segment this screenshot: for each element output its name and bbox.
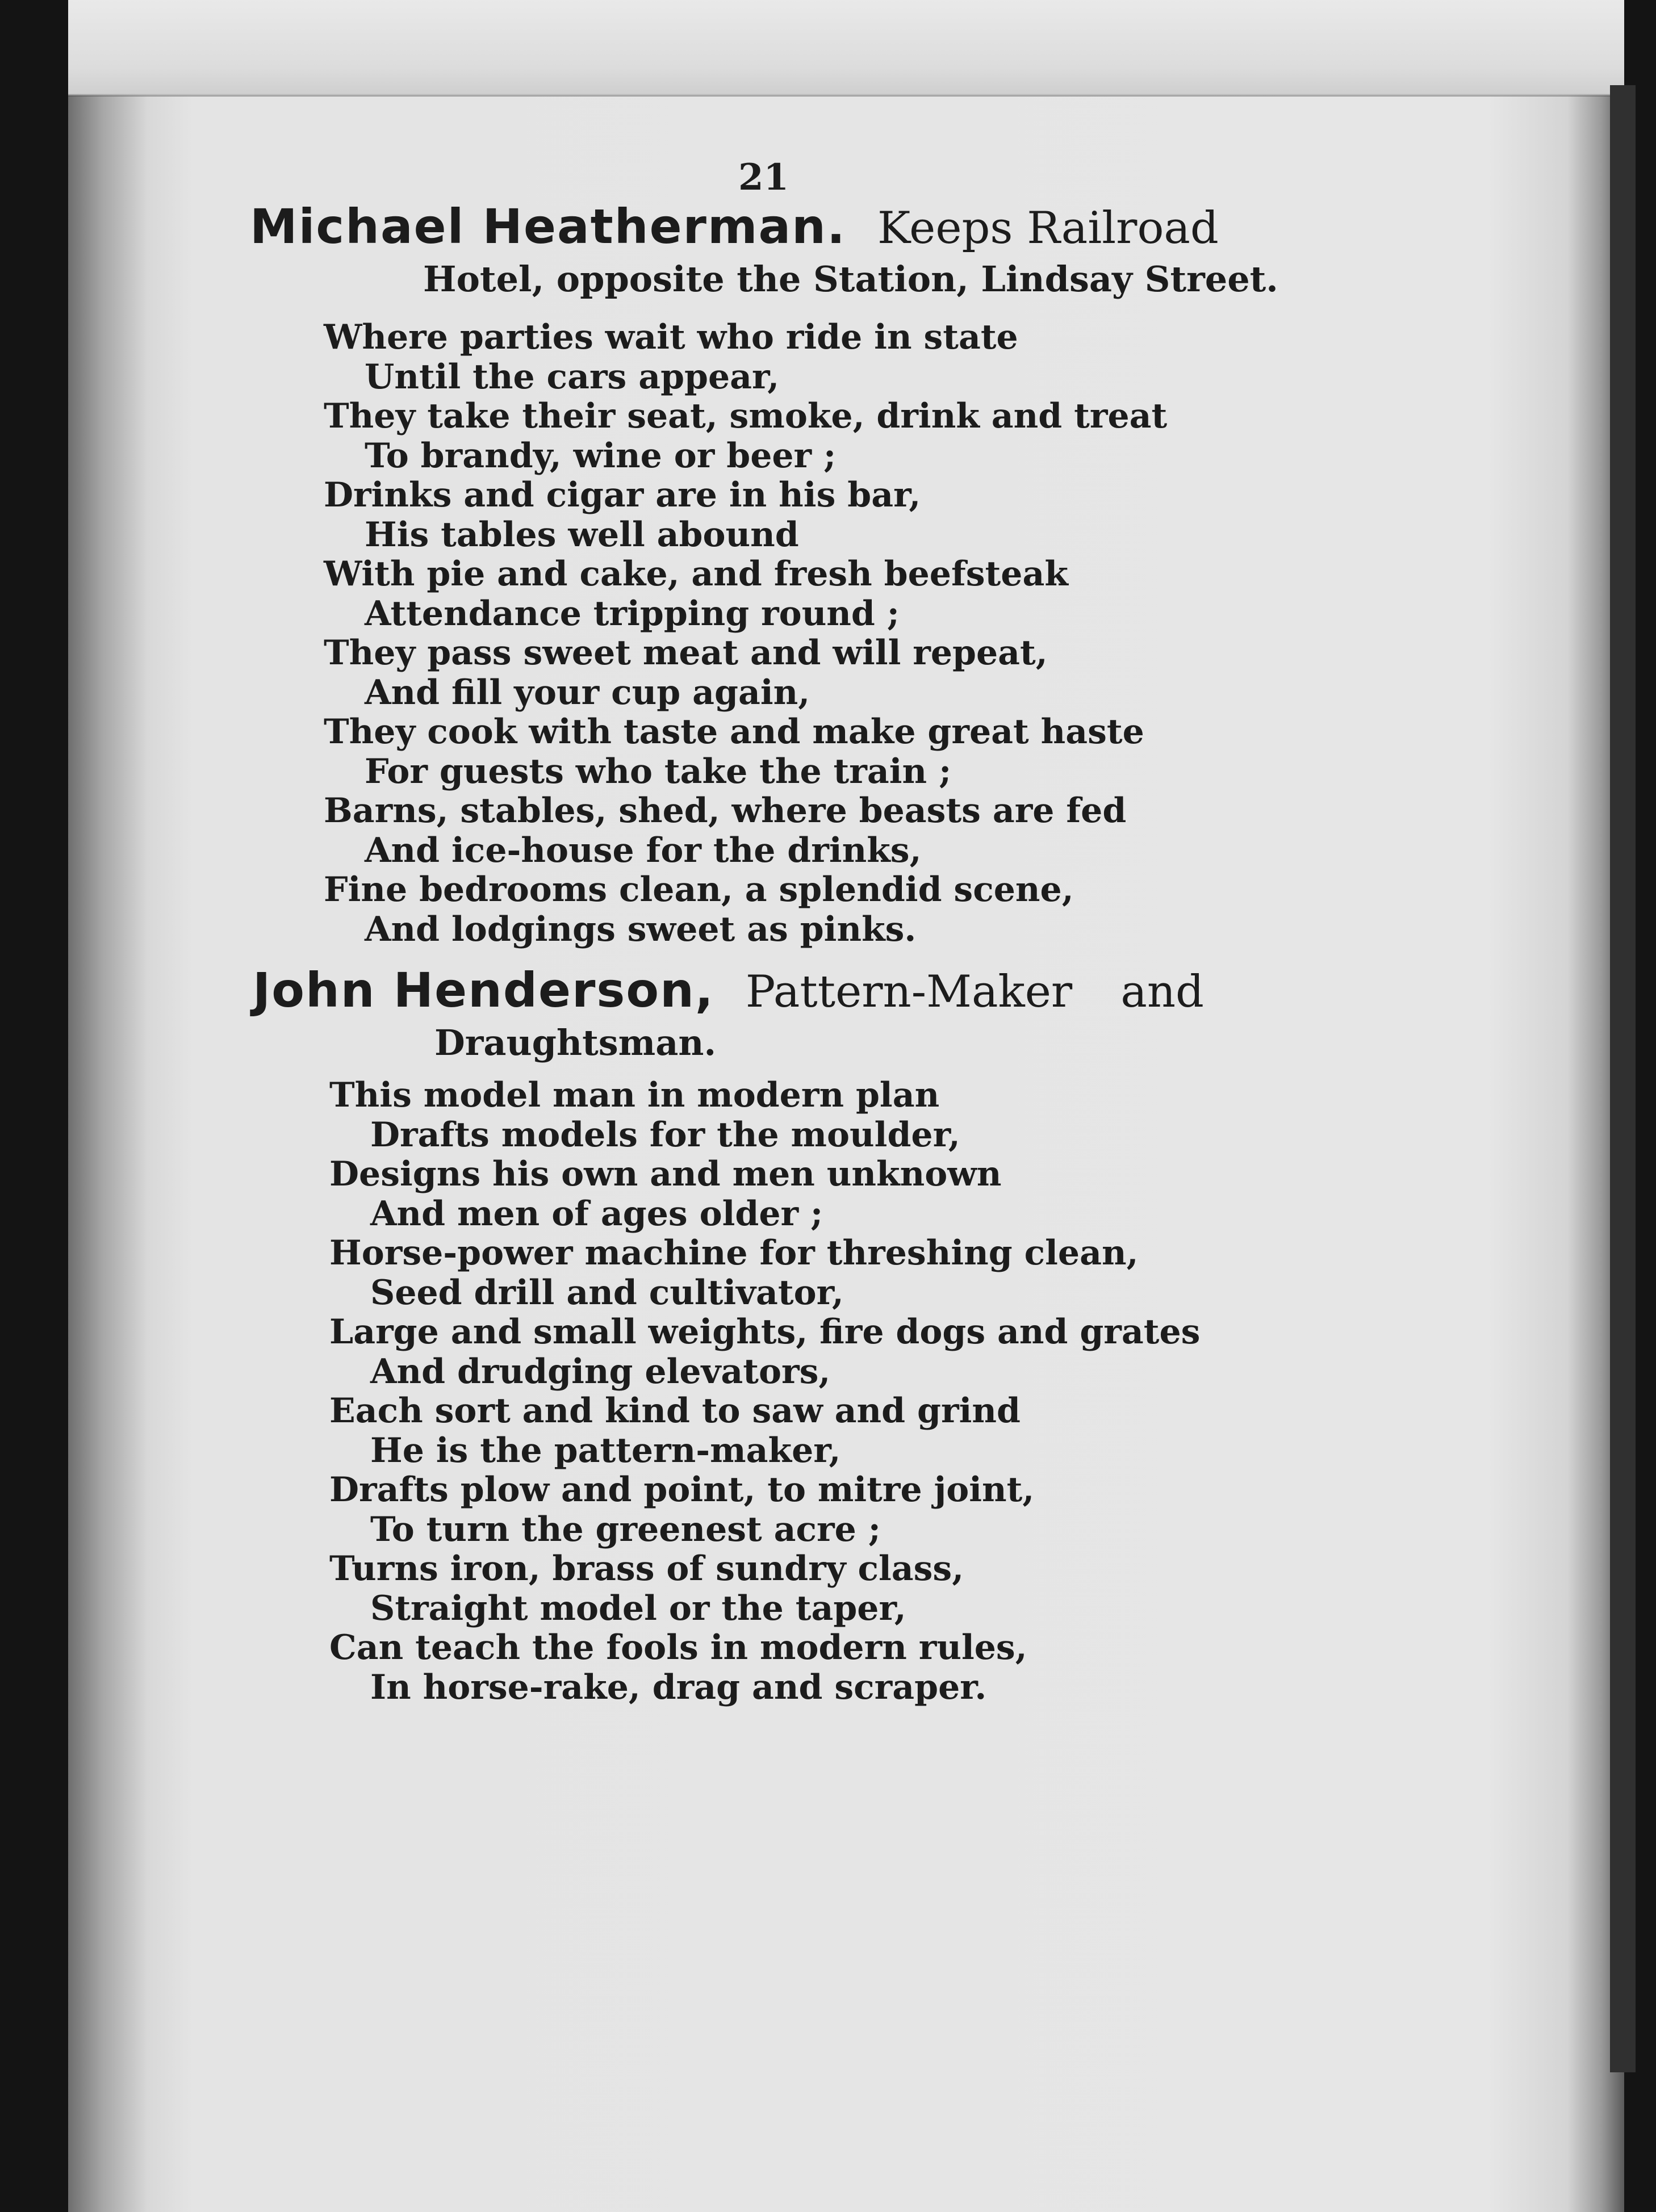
poem-line: And men of ages older ; bbox=[370, 1193, 823, 1234]
poem-line: Can teach the fools in modern rules, bbox=[329, 1628, 1027, 1668]
poem-line: They cook with taste and make great haste bbox=[324, 712, 1144, 752]
poem-line: And lodgings sweet as pinks. bbox=[365, 909, 917, 949]
poem-line: They take their seat, smoke, drink and treat bbox=[324, 396, 1168, 436]
poem-line: Designs his own and men unknown bbox=[329, 1154, 1002, 1194]
poem-line: Each sort and kind to saw and grind bbox=[329, 1391, 1021, 1431]
poem-line: With pie and cake, and fresh beefsteak bbox=[324, 554, 1068, 594]
poem-line: His tables well abound bbox=[365, 514, 799, 555]
poem-line: Until the cars appear, bbox=[365, 357, 780, 397]
page-number: 21 bbox=[738, 156, 789, 199]
poem-henderson bbox=[329, 1076, 1200, 1707]
poem-line: And fill your cup again, bbox=[365, 672, 810, 713]
poem-line: In horse-rake, drag and scraper. bbox=[370, 1667, 987, 1707]
entry-conjunction: and bbox=[1120, 966, 1204, 1017]
entry-name: John Henderson, bbox=[253, 962, 714, 1018]
entry-subtitle: Draughtsman. bbox=[434, 1022, 717, 1063]
poem-line: Drafts models for the moulder, bbox=[370, 1115, 960, 1155]
entry-heading-henderson bbox=[253, 962, 1204, 1018]
poem-line: Where parties wait who ride in state bbox=[324, 317, 1018, 357]
entry-subtitle: Hotel, opposite the Station, Lindsay Street. bbox=[423, 258, 1278, 300]
poem-line: He is the pattern-maker, bbox=[370, 1430, 841, 1471]
poem-line: And drudging elevators, bbox=[370, 1351, 831, 1392]
poem-line: And ice-house for the drinks, bbox=[365, 830, 922, 870]
entry-heading-heatherman bbox=[250, 199, 1219, 254]
poem-line: They pass sweet meat and will repeat, bbox=[324, 633, 1048, 673]
poem-line: Attendance tripping round ; bbox=[365, 593, 900, 634]
poem-line: To brandy, wine or beer ; bbox=[365, 435, 837, 476]
page-edge-shadow bbox=[1610, 85, 1636, 2072]
poem-line: Seed drill and cultivator, bbox=[370, 1272, 844, 1313]
poem-line: Turns iron, brass of sundry class, bbox=[329, 1549, 964, 1589]
poem-line: Barns, stables, shed, where beasts are fed bbox=[324, 791, 1127, 831]
poem-line: To turn the greenest acre ; bbox=[370, 1509, 881, 1549]
poem-line: Straight model or the taper, bbox=[370, 1588, 906, 1628]
poem-line: This model man in modern plan bbox=[329, 1075, 940, 1115]
poem-line: Large and small weights, fire dogs and grates bbox=[329, 1312, 1201, 1352]
poem-line: Drafts plow and point, to mitre joint, bbox=[329, 1470, 1035, 1510]
poem-line: Horse-power machine for threshing clean, bbox=[329, 1233, 1139, 1273]
entry-name: Michael Heatherman. bbox=[250, 199, 846, 254]
poem-line: Fine bedrooms clean, a splendid scene, bbox=[324, 870, 1074, 910]
entry-description: Keeps Railroad bbox=[877, 203, 1219, 254]
poem-heatherman bbox=[324, 318, 1167, 949]
poem-line: Drinks and cigar are in his bar, bbox=[324, 475, 921, 515]
page-fold bbox=[68, 0, 1624, 97]
poem-line: For guests who take the train ; bbox=[365, 751, 952, 791]
entry-description: Pattern-Maker bbox=[745, 966, 1073, 1017]
